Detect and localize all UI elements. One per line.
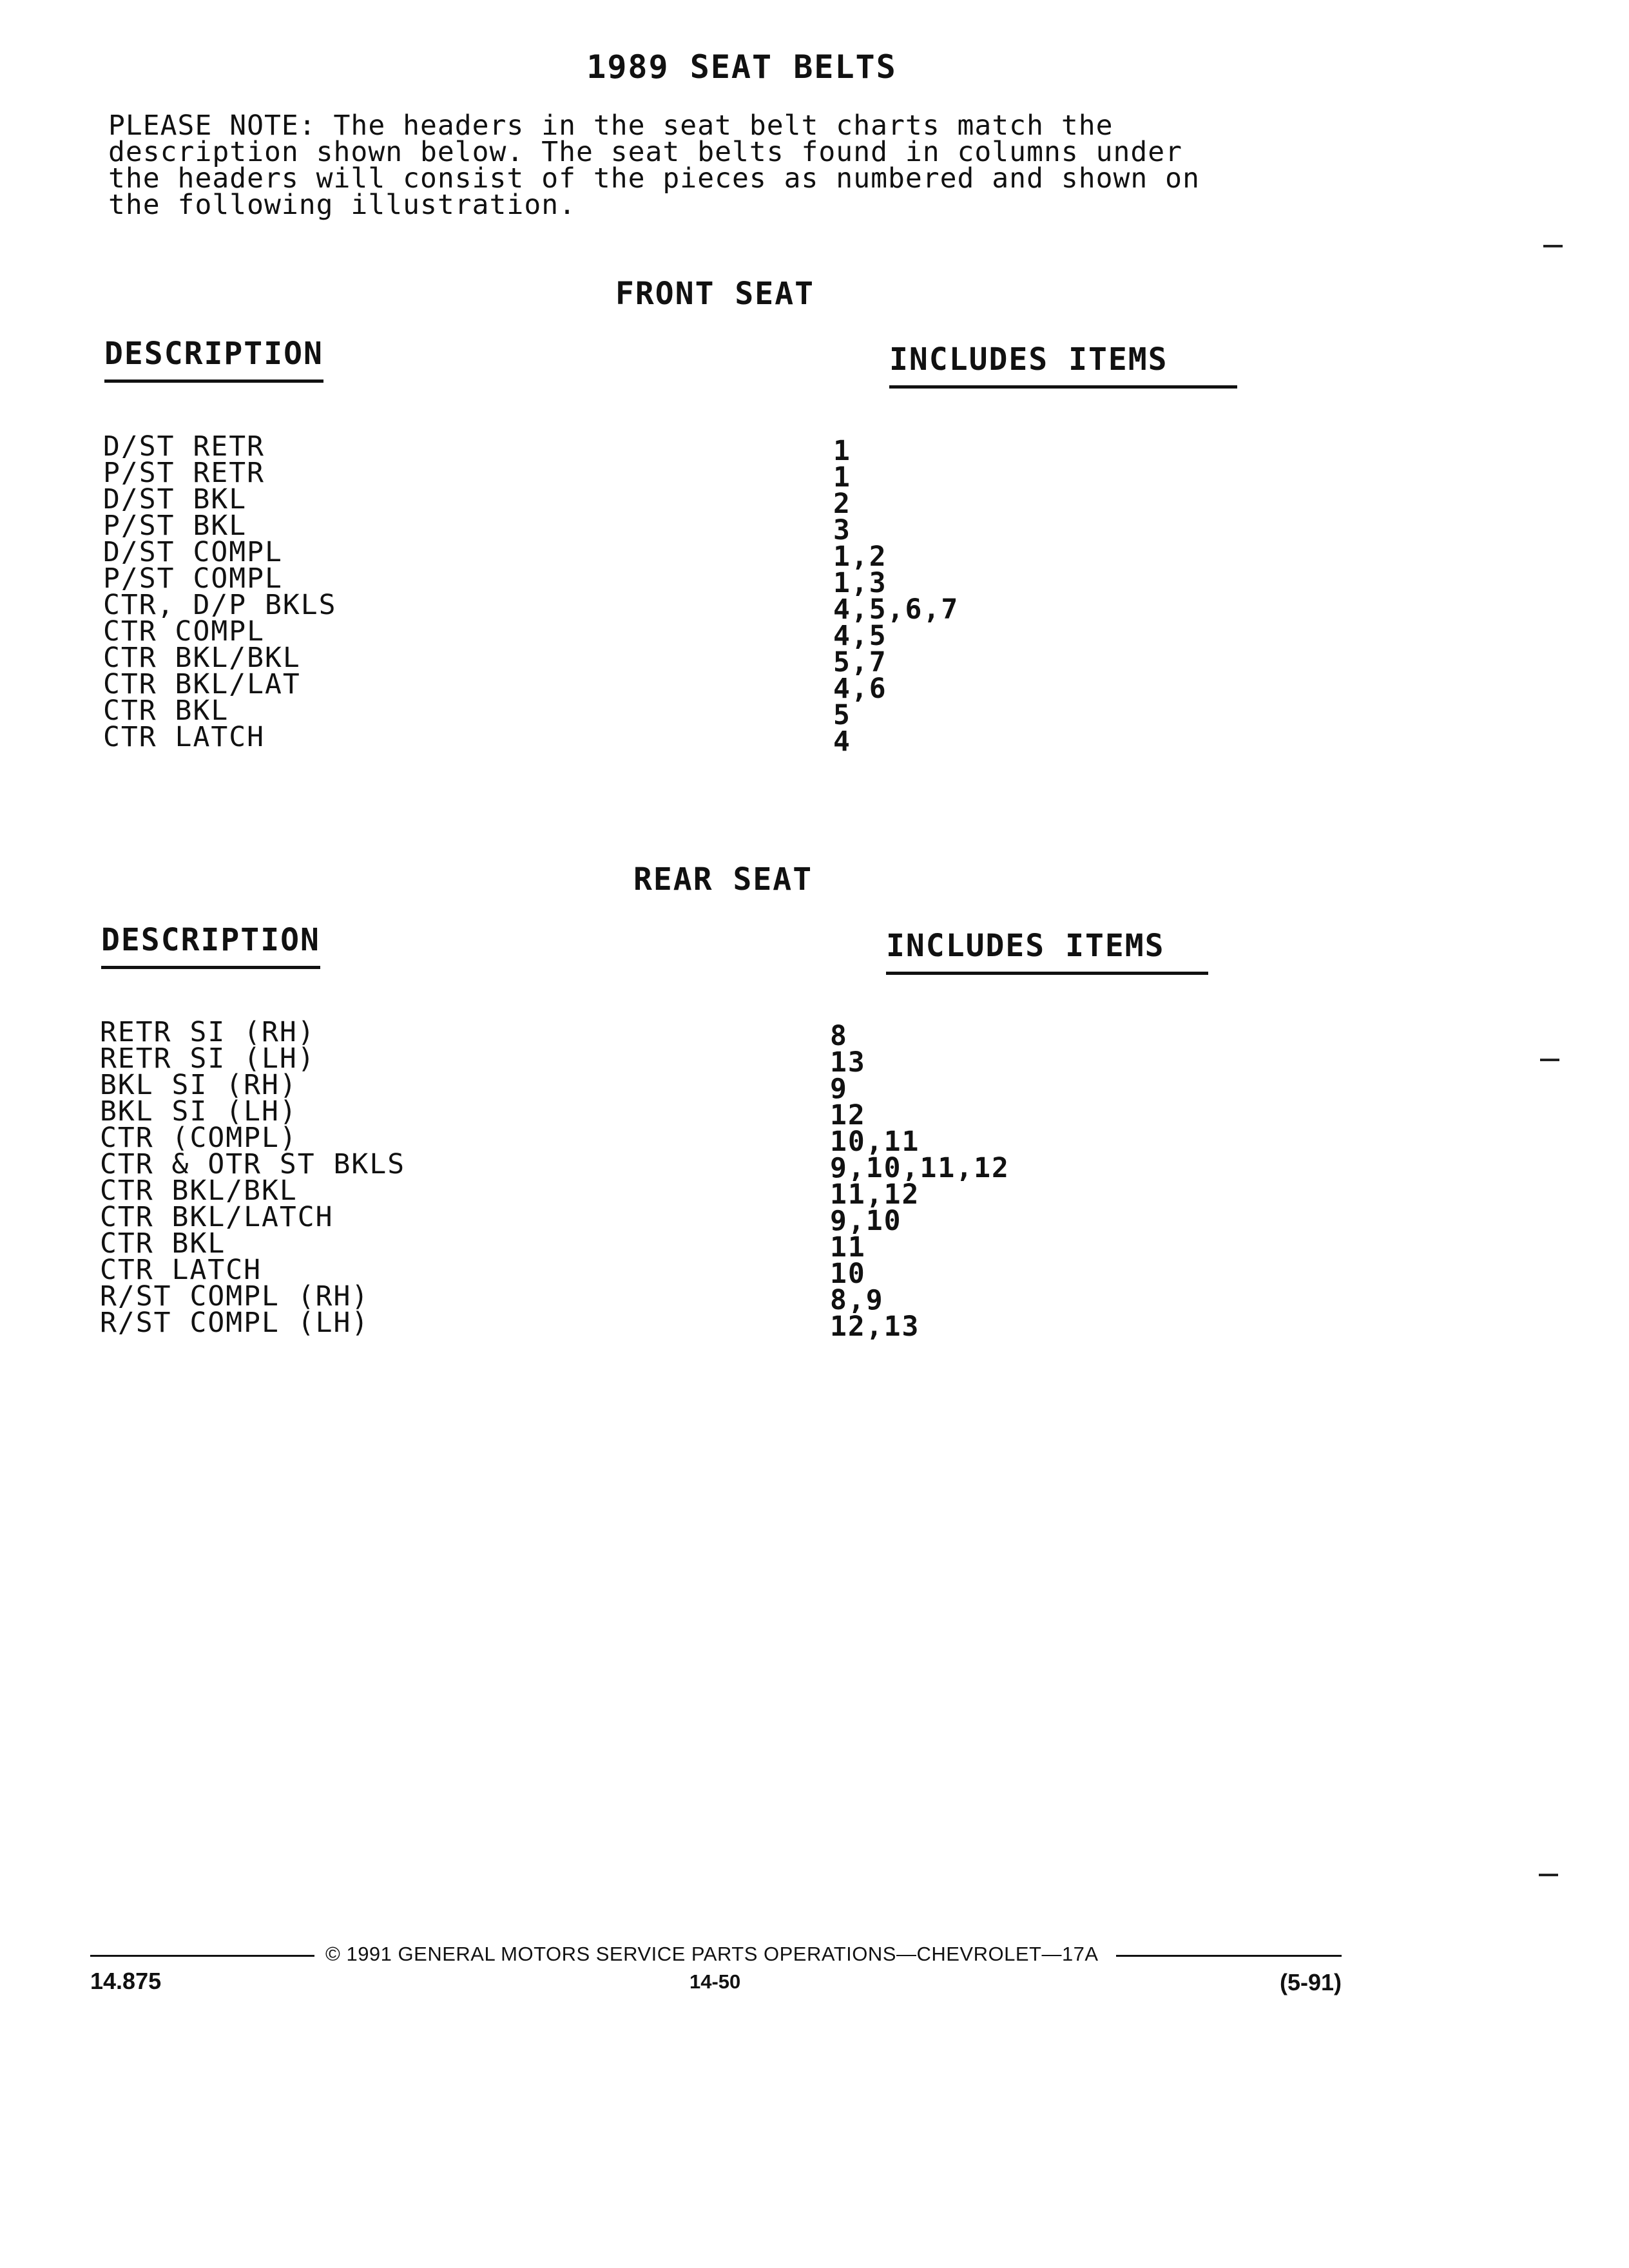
page-title: 1989 SEAT BELTS — [586, 48, 897, 86]
front-row-description: D/ST RETR — [103, 430, 265, 463]
front-row-description: CTR BKL/BKL — [103, 642, 301, 674]
front-row-items: 3 — [833, 514, 851, 546]
margin-tick-mark — [1540, 1059, 1559, 1061]
front-row-description: CTR, D/P BKLS — [103, 589, 337, 621]
front-row-items: 1 — [833, 461, 851, 494]
page-footer — [90, 1939, 1342, 2017]
front-seat-title: FRONT SEAT — [615, 276, 815, 312]
rear-row-items: 12 — [830, 1099, 866, 1131]
rear-row-description: R/ST COMPL (RH) — [100, 1280, 370, 1312]
front-row-description: CTR BKL/LAT — [103, 668, 301, 700]
front-row-items: 2 — [833, 488, 851, 520]
page-number: 14-50 — [689, 1970, 741, 1993]
front-row-description: CTR BKL — [103, 695, 229, 727]
note-line: the following illustration. — [108, 189, 576, 221]
rear-description-column — [100, 1016, 406, 1339]
front-row-description: P/ST BKL — [103, 510, 247, 542]
note-line: PLEASE NOTE: The headers in the seat belt charts match the — [108, 110, 1113, 142]
rear-row-description: CTR LATCH — [100, 1254, 262, 1286]
rear-row-description: RETR SI (RH) — [100, 1016, 316, 1048]
front-row-items: 1,2 — [833, 541, 887, 573]
front-description-header: DESCRIPTION — [104, 336, 323, 383]
rear-row-items: 10 — [830, 1258, 866, 1290]
rear-row-description: BKL SI (RH) — [100, 1069, 298, 1101]
front-row-description: P/ST COMPL — [103, 562, 283, 595]
front-row-items: 4,5,6,7 — [833, 593, 959, 626]
front-row-description: CTR COMPL — [103, 615, 265, 648]
margin-tick-mark — [1543, 245, 1563, 247]
rear-row-items: 11,12 — [830, 1178, 920, 1211]
front-row-items: 5 — [833, 699, 851, 731]
front-description-column — [103, 430, 337, 753]
front-row-items: 1,3 — [833, 567, 887, 599]
rear-row-description: CTR BKL/LATCH — [100, 1201, 334, 1233]
footer-rule-left — [90, 1955, 314, 1957]
rear-row-items: 9,10 — [830, 1205, 902, 1237]
rear-row-items: 8 — [830, 1020, 848, 1052]
rear-row-items: 11 — [830, 1231, 866, 1264]
rear-row-items: 12,13 — [830, 1311, 920, 1343]
note-line: the headers will consist of the pieces as numbered and shown on — [108, 162, 1200, 195]
rear-includes-items-header: INCLUDES ITEMS — [886, 928, 1208, 975]
front-row-description: D/ST COMPL — [103, 536, 283, 568]
front-items-column — [833, 435, 959, 758]
footer-rule-right — [1116, 1955, 1342, 1957]
please-note-paragraph — [108, 110, 1200, 221]
front-row-items: 4,6 — [833, 673, 887, 705]
rear-row-description: BKL SI (LH) — [100, 1095, 298, 1128]
footer-section-code: 14.875 — [90, 1968, 162, 1994]
rear-row-items: 10,11 — [830, 1126, 920, 1158]
margin-tick-mark — [1539, 1874, 1558, 1876]
rear-row-description: CTR BKL/BKL — [100, 1175, 298, 1207]
rear-seat-title: REAR SEAT — [633, 861, 813, 898]
rear-row-description: RETR SI (LH) — [100, 1043, 316, 1075]
front-row-description: D/ST BKL — [103, 483, 247, 515]
front-row-description: CTR LATCH — [103, 721, 265, 753]
rear-row-items: 9 — [830, 1073, 848, 1105]
copyright-notice: © 1991 GENERAL MOTORS SERVICE PARTS OPERATIONS—CHEVROLET—17A — [325, 1943, 1099, 1965]
rear-row-items: 13 — [830, 1046, 866, 1079]
rear-row-description: R/ST COMPL (LH) — [100, 1307, 370, 1339]
rear-row-items: 8,9 — [830, 1284, 884, 1316]
front-row-description: P/ST RETR — [103, 457, 265, 489]
front-row-items: 4,5 — [833, 620, 887, 652]
front-includes-items-header: INCLUDES ITEMS — [889, 341, 1237, 389]
rear-row-description: CTR (COMPL) — [100, 1122, 298, 1154]
note-line: description shown below. The seat belts found in columns under — [108, 136, 1183, 168]
rear-row-items: 9,10,11,12 — [830, 1152, 1010, 1184]
rear-row-description: CTR BKL — [100, 1227, 226, 1260]
front-row-items: 4 — [833, 726, 851, 758]
rear-row-description: CTR & OTR ST BKLS — [100, 1148, 406, 1180]
rear-description-header: DESCRIPTION — [101, 922, 320, 969]
rear-items-column — [830, 1020, 1010, 1343]
revision-date: (5-91) — [1279, 1969, 1342, 1995]
front-row-items: 1 — [833, 435, 851, 467]
front-row-items: 5,7 — [833, 646, 887, 678]
